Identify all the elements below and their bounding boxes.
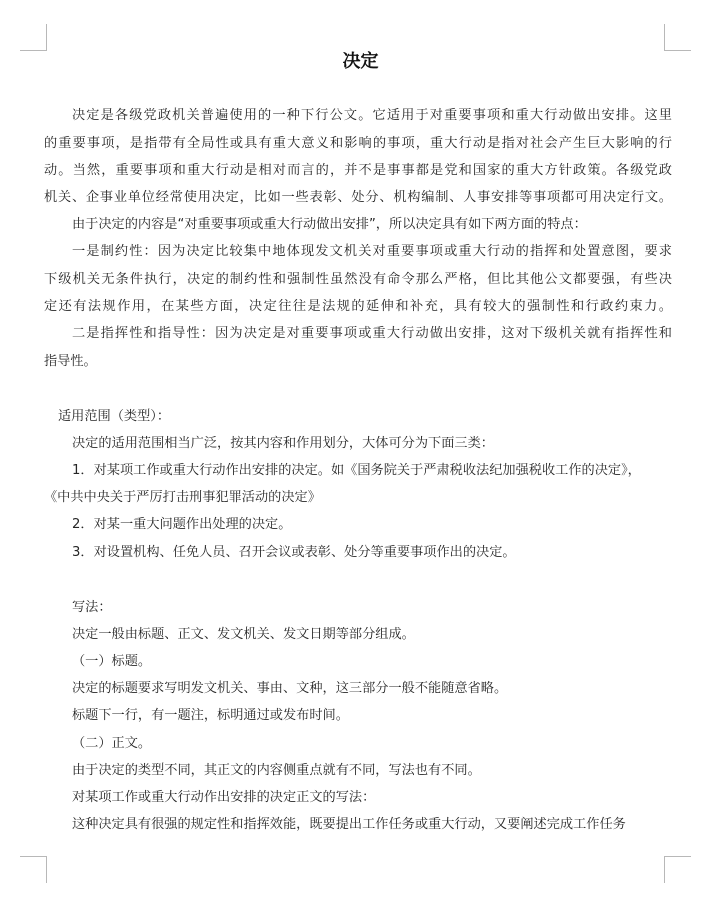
- paragraph-line: 由于决定的内容是“对重要事项或重大行动做出安排”，所以决定具有如下两方面的特点：: [72, 217, 587, 232]
- paragraph-line: 决定是各级党政机关普遍使用的一种下行公文。它适用于对重要事项和重大行动做出安排。这里: [72, 108, 672, 123]
- paragraph-line: 标题下一行，有一题注，标明通过或发布时间。: [72, 708, 349, 723]
- subheading: （二）正文。: [72, 736, 152, 751]
- list-item-continuation: 《中共中央关于严厉打击刑事犯罪活动的决定》: [44, 490, 321, 505]
- paragraph-line: 决定一般由标题、正文、发文机关、发文日期等部分组成。: [72, 627, 415, 642]
- subheading: （一）标题。: [72, 654, 152, 669]
- list-item: 2．对某一重大问题作出处理的决定。: [72, 517, 292, 532]
- paragraph-line: 决定的标题要求写明发文机关、事由、文种，这三部分一般不能随意省略。: [72, 681, 508, 696]
- section-heading: 写法：: [72, 600, 112, 615]
- paragraph-line: 的重要事项，是指带有全局性或具有重大意义和影响的事项，重大行动是指对社会产生巨大影响的行: [44, 136, 672, 151]
- paragraph-line: 由于决定的类型不同，其正文的内容侧重点就有不同，写法也有不同。: [72, 763, 481, 778]
- paragraph-line: 指导性。: [44, 354, 97, 369]
- crop-mark-top-right: [664, 24, 691, 51]
- list-item: 3．对设置机构、任免人员、召开会议或表彰、处分等重要事项作出的决定。: [72, 545, 516, 560]
- paragraph-line: 机关、企事业单位经常使用决定，比如一些表彰、处分、机构编制、人事安排等事项都可用决定行文。: [44, 190, 672, 205]
- section-heading: 适用范围（类型）：: [58, 409, 171, 424]
- list-item: 1．对某项工作或重大行动作出安排的决定。如《国务院关于严肃税收法纪加强税收工作的决定》，: [72, 463, 641, 478]
- paragraph-line: 对某项工作或重大行动作出安排的决定正文的写法：: [72, 790, 376, 805]
- paragraph-line: 下级机关无条件执行，决定的制约性和强制性虽然没有命令那么严格，但比其他公文都要强，有些决: [44, 272, 672, 287]
- crop-mark-top-left: [20, 24, 47, 51]
- document-title: 决定: [342, 51, 379, 72]
- paragraph-line: 动。当然，重要事项和重大行动是相对而言的，并不是事事都是党和国家的重大方针政策。各级党政: [44, 163, 672, 178]
- crop-mark-bottom-left: [20, 856, 47, 883]
- paragraph-line: 定还有法规作用，在某些方面，决定往往是法规的延伸和补充，具有较大的强制性和行政约束力。: [44, 299, 672, 314]
- paragraph-line: 这种决定具有很强的规定性和指挥效能，既要提出工作任务或重大行动，又要阐述完成工作任务: [72, 817, 626, 832]
- paragraph-line: 二是指挥性和指导性：因为决定是对重要事项或重大行动做出安排，这对下级机关就有指挥性和: [72, 326, 672, 341]
- crop-mark-bottom-right: [664, 856, 691, 883]
- paragraph-line: 决定的适用范围相当广泛，按其内容和作用划分，大体可分为下面三类：: [72, 436, 494, 451]
- paragraph-line: 一是制约性：因为决定比较集中地体现发文机关对重要事项或重大行动的指挥和处置意图，要求: [72, 244, 672, 259]
